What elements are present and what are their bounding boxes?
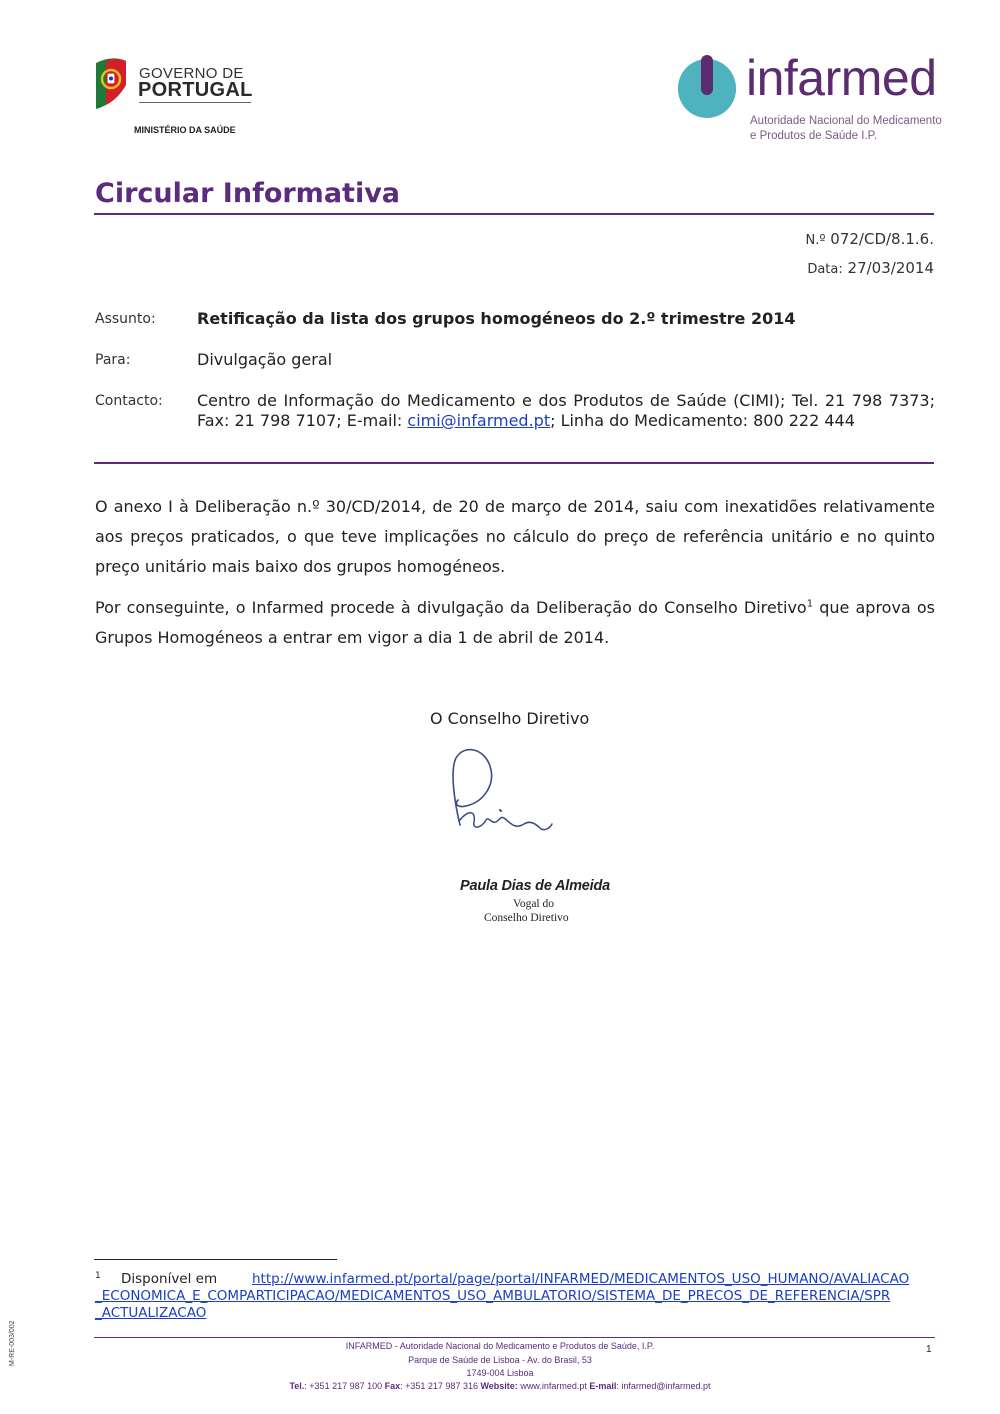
signatory-name: Paula Dias de Almeida	[460, 878, 610, 894]
footnote-reference[interactable]: 1	[806, 598, 814, 610]
title-divider	[94, 213, 934, 215]
footnote-divider	[94, 1259, 337, 1260]
footer-tel-label: Tel.	[289, 1381, 305, 1391]
contact-text-post: ; Linha do Medicamento: 800 222 444	[550, 411, 855, 430]
contact-label: Contacto:	[95, 393, 163, 409]
footnote-number: 1	[95, 1271, 101, 1281]
portugal-emblem-icon	[92, 55, 130, 110]
infarmed-logo	[676, 50, 942, 150]
document-date	[807, 259, 934, 277]
governo-portugal-logo	[92, 55, 262, 140]
body-paragraph-1: O anexo I à Deliberação n.º 30/CD/2014, de 20 de março de 2014, saiu com inexatidões relativamente aos preços praticados, o que teve implicações no cálculo do preço de referência unitário e no quinto preço unitário mais baixo dos grupos homogéneos.	[95, 497, 935, 576]
meta-divider	[94, 462, 934, 464]
gov-title-line1: GOVERNO DE	[139, 65, 244, 82]
contact-email-link[interactable]: cimi@infarmed.pt	[407, 411, 551, 430]
document-title: Circular Informativa	[95, 178, 401, 209]
recipient-label: Para:	[95, 352, 131, 368]
contact-text-pre: Centro de Informação do Medicamento e dos Produtos de Saúde (CIMI); Tel. 21 798 7373; Fax: 21 798 7107; E-mail:	[197, 391, 935, 430]
reference-value: 072/CD/8.1.6.	[830, 230, 934, 248]
infarmed-subtitle-line1: Autoridade Nacional do Medicamento	[750, 115, 942, 127]
subject-label: Assunto:	[95, 311, 156, 327]
footer-website-value[interactable]: www.infarmed.pt	[517, 1381, 590, 1391]
footer-address: Parque de Saúde de Lisboa - Av. do Brasil, 53	[408, 1355, 592, 1365]
body-paragraph-2	[95, 593, 935, 653]
footer-fax-value: : +351 217 987 316	[400, 1381, 481, 1391]
footnote-url-line3[interactable]: _ACTUALIZACAO	[95, 1305, 207, 1321]
footer-divider	[94, 1337, 935, 1338]
footer-tel-value: : +351 217 987 100	[304, 1381, 385, 1391]
footer-fax-label: Fax	[384, 1381, 401, 1391]
handwritten-signature-icon	[440, 740, 560, 840]
footer-website-label: Website:	[480, 1381, 518, 1391]
footer-contacts	[95, 1381, 905, 1391]
infarmed-wordmark: infarmed	[746, 50, 937, 106]
footnote-text: Disponível em	[121, 1271, 218, 1287]
footer-organization: INFARMED - Autoridade Nacional do Medicamento e Produtos de Saúde, I.P.	[345, 1341, 655, 1351]
footer-email-label: E-mail	[589, 1381, 617, 1391]
page-number: 1	[926, 1344, 932, 1355]
board-label: O Conselho Diretivo	[430, 709, 590, 728]
date-value: 27/03/2014	[847, 259, 934, 277]
gov-divider	[139, 102, 251, 103]
recipient-value: Divulgação geral	[197, 350, 333, 369]
signatory-role-line1: Vogal do	[513, 898, 554, 910]
infarmed-subtitle-line2: e Produtos de Saúde I.P.	[750, 130, 878, 142]
infarmed-mark-icon	[676, 55, 738, 119]
ministry-label: MINISTÉRIO DA SAÚDE	[134, 125, 236, 135]
footer-postal-code: 1749-004 Lisboa	[466, 1368, 534, 1378]
body-paragraph-2-text: Por conseguinte, o Infarmed procede à divulgação da Deliberação do Conselho Diretivo	[95, 598, 807, 617]
date-label: Data:	[807, 262, 843, 277]
document-code: M-RE-003/002	[9, 1320, 16, 1366]
reference-number	[806, 230, 934, 248]
signatory-role-line2: Conselho Diretivo	[484, 912, 569, 924]
footer-email-value[interactable]: : infarmed@infarmed.pt	[616, 1381, 711, 1391]
contact-value	[197, 391, 935, 431]
footnote-url-line2[interactable]: _ECONOMICA_E_COMPARTICIPACAO/MEDICAMENTOS_USO_AMBULATORIO/SISTEMA_DE_PRECOS_DE_REFERENCIA/SPR	[95, 1288, 891, 1304]
footnote-url-line1[interactable]: http://www.infarmed.pt/portal/page/portal/INFARMED/MEDICAMENTOS_USO_HUMANO/AVALIACAO	[252, 1271, 910, 1287]
subject-value: Retificação da lista dos grupos homogéneos do 2.º trimestre 2014	[197, 309, 796, 328]
body-paragraph-2-tail: que aprova os Grupos Homogéneos a entrar em vigor a dia 1 de abril de 2014.	[95, 598, 935, 647]
reference-label: N.º	[805, 233, 826, 248]
gov-title-line2: PORTUGAL	[138, 79, 253, 101]
